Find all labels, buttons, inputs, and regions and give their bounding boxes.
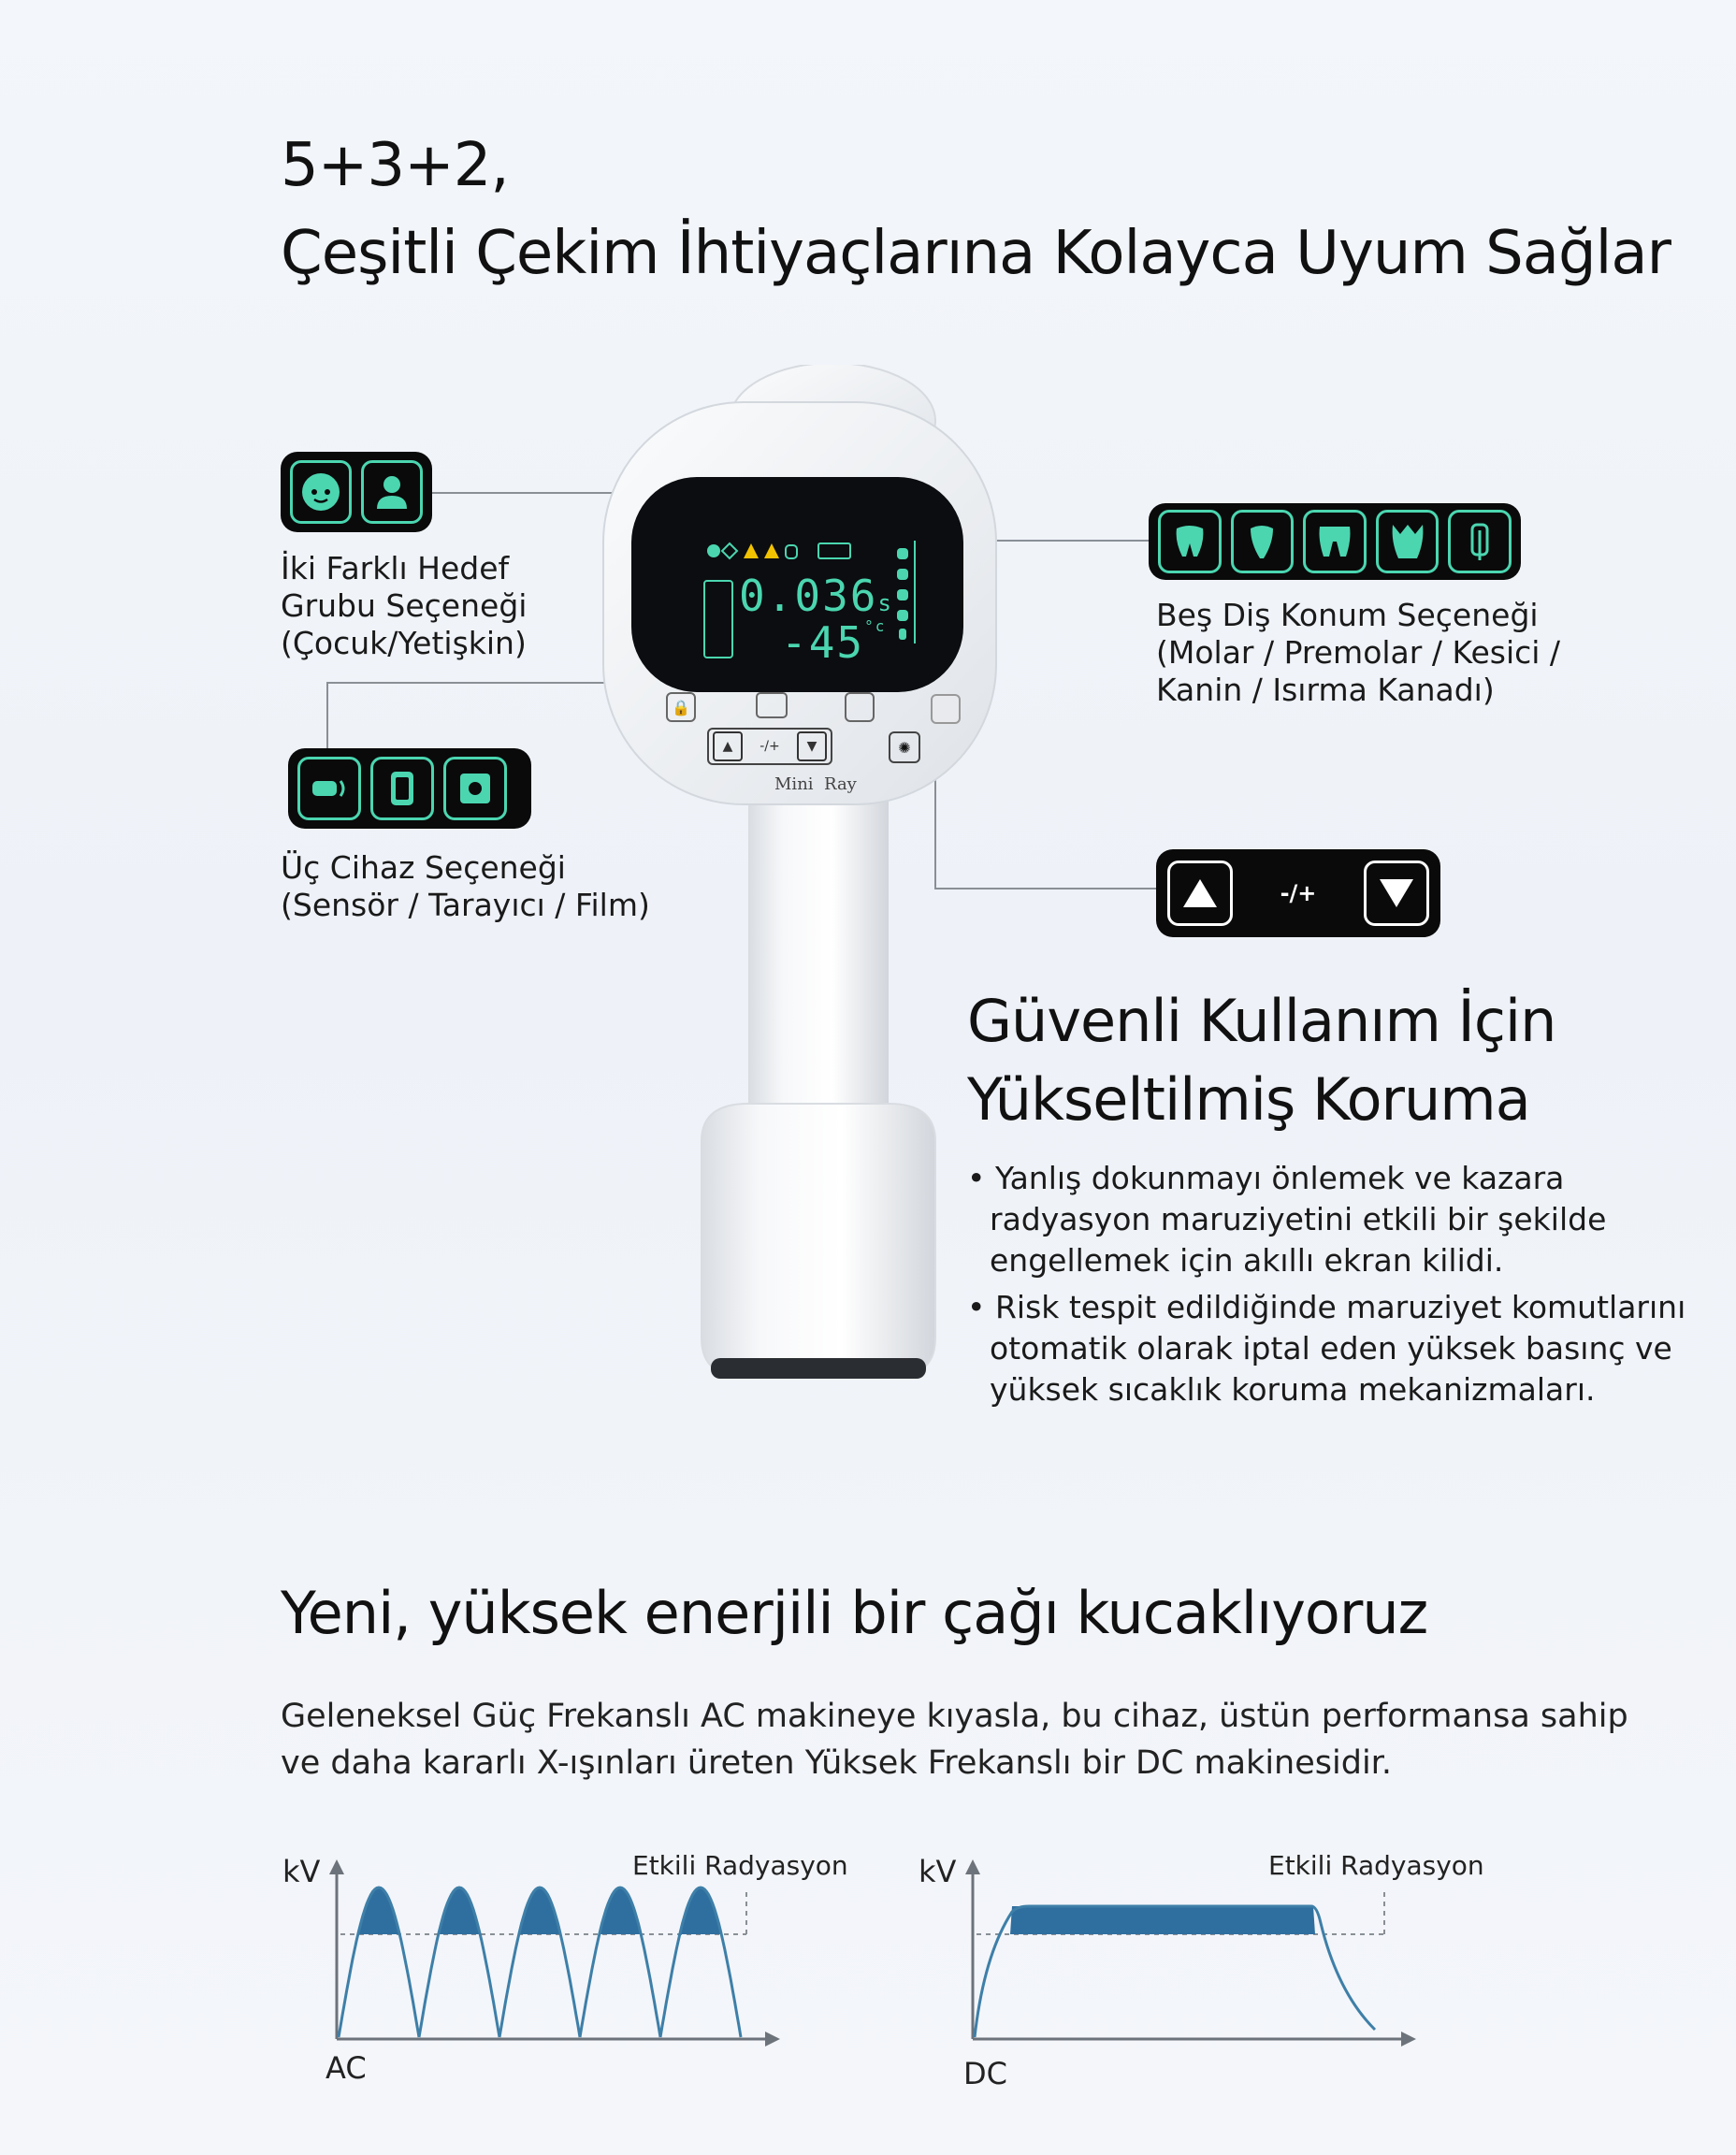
child-face-icon xyxy=(298,470,343,514)
device-type-caption: Üç Cihaz Seçeneği (Sensör / Tarayıcı / Film) xyxy=(281,849,650,923)
target-group-caption: İki Farklı Hedef Grubu Seçeneği (Çocuk/Yetişkin) xyxy=(281,550,528,661)
film-icon xyxy=(453,766,498,811)
energy-title: Yeni, yüksek enerjili bir çağı kucaklıyoruz xyxy=(281,1579,1428,1647)
ac-waveform xyxy=(339,1887,741,2037)
child-option[interactable] xyxy=(290,460,352,524)
dc-chart-annotation: Etkili Radyasyon xyxy=(1268,1850,1484,1881)
status-icons xyxy=(706,538,912,566)
ac-y-arrow xyxy=(329,1859,344,1874)
tooth-button[interactable] xyxy=(845,692,875,722)
increase-button[interactable] xyxy=(1167,861,1233,926)
device-down-button[interactable]: ▼ xyxy=(797,731,827,761)
triangle-up-icon xyxy=(1181,877,1219,909)
camera-button[interactable] xyxy=(931,694,961,724)
target-group-selector xyxy=(281,452,432,532)
device-up-button[interactable]: ▲ xyxy=(713,731,743,761)
sensor-icon xyxy=(307,766,352,811)
dc-chart-ylabel: kV xyxy=(919,1854,957,1889)
exposure-button[interactable] xyxy=(889,731,920,763)
ac-x-arrow xyxy=(765,2032,780,2047)
brand-label: Mini Ray xyxy=(774,774,857,794)
dc-y-arrow xyxy=(965,1859,980,1874)
bitewing-icon xyxy=(1457,519,1502,564)
safety-title: Güvenli Kullanım İçin Yükseltilmiş Koruma xyxy=(967,987,1556,1134)
device-type-selector xyxy=(288,748,531,829)
bitewing-option[interactable] xyxy=(1448,510,1512,573)
ac-chart-ylabel: kV xyxy=(282,1854,321,1889)
scanner-option[interactable] xyxy=(370,757,434,820)
triangle-down-icon xyxy=(1378,877,1415,909)
energy-paragraph: Geleneksel Güç Frekanslı AC makineye kıyasla, bu cihaz, üstün performansa sahip ve daha kararlı X-ışınları üreten Yüksek Frekanslı bir DC makinesidir. xyxy=(281,1698,1628,1782)
adjust-control xyxy=(1156,849,1440,937)
dc-chart-xlabel: DC xyxy=(963,2056,1007,2091)
exposure-time-readout: 0.036s xyxy=(739,571,893,621)
device-adjust-group xyxy=(707,728,832,765)
screen-mode-box xyxy=(703,580,733,658)
tooth-position-selector xyxy=(1149,503,1521,580)
dc-effective-region xyxy=(1010,1906,1315,1934)
title-line-2: Çeşitli Çekim İhtiyaçlarına Kolayca Uyum Sağlar xyxy=(281,219,1671,288)
dc-x-arrow xyxy=(1401,2032,1416,2047)
sensor-option[interactable] xyxy=(297,757,361,820)
incisor-tooth-icon xyxy=(1312,519,1357,564)
adult-person-icon xyxy=(369,470,414,514)
premolar-tooth-icon xyxy=(1239,519,1284,564)
screen-icons-row xyxy=(706,538,912,570)
ac-chart-annotation: Etkili Radyasyon xyxy=(632,1850,848,1881)
canine-option[interactable] xyxy=(1376,510,1439,573)
ac-chart xyxy=(271,1833,870,2095)
temperature-readout: $-45^{^\circ c}$ xyxy=(781,617,887,668)
xray-device xyxy=(599,365,1029,1403)
tooth-column-icons xyxy=(893,541,912,644)
premolar-option[interactable] xyxy=(1231,510,1295,573)
film-option[interactable] xyxy=(443,757,507,820)
adjust-label: -/+ xyxy=(1280,880,1317,906)
device-adjust-label: -/+ xyxy=(760,739,780,754)
safety-bullet-2: • Risk tespit edildiğinde maruziyet komutlarını otomatik olarak iptal eden yüksek basınç ve yüksek sıcaklık koruma mekanizmaları. xyxy=(967,1289,1686,1408)
ac-chart-xlabel: AC xyxy=(326,2050,367,2086)
safety-bullet-1: • Yanlış dokunmayı önlemek ve kazara radyasyon maruziyetini etkili bir şekilde engellemek için akıllı ekran kilidi. xyxy=(967,1160,1607,1279)
screen-tooth-column xyxy=(893,541,916,644)
adult-option[interactable] xyxy=(361,460,423,524)
lock-icon: 🔒 xyxy=(672,698,690,716)
molar-option[interactable] xyxy=(1158,510,1222,573)
decrease-button[interactable] xyxy=(1364,861,1429,926)
kv-mode-button[interactable] xyxy=(756,692,788,718)
scanner-icon xyxy=(380,766,425,811)
sun-icon: ✺ xyxy=(898,738,911,757)
tooth-position-caption: Beş Diş Konum Seçeneği (Molar / Premolar / Kesici / Kanin / Isırma Kanadı) xyxy=(1156,597,1561,708)
canine-tooth-icon xyxy=(1385,519,1430,564)
dc-chart xyxy=(907,1833,1506,2095)
molar-tooth-icon xyxy=(1167,519,1212,564)
title-line-1: 5+3+2, xyxy=(281,131,509,200)
lock-button[interactable] xyxy=(666,692,696,722)
incisor-option[interactable] xyxy=(1303,510,1367,573)
